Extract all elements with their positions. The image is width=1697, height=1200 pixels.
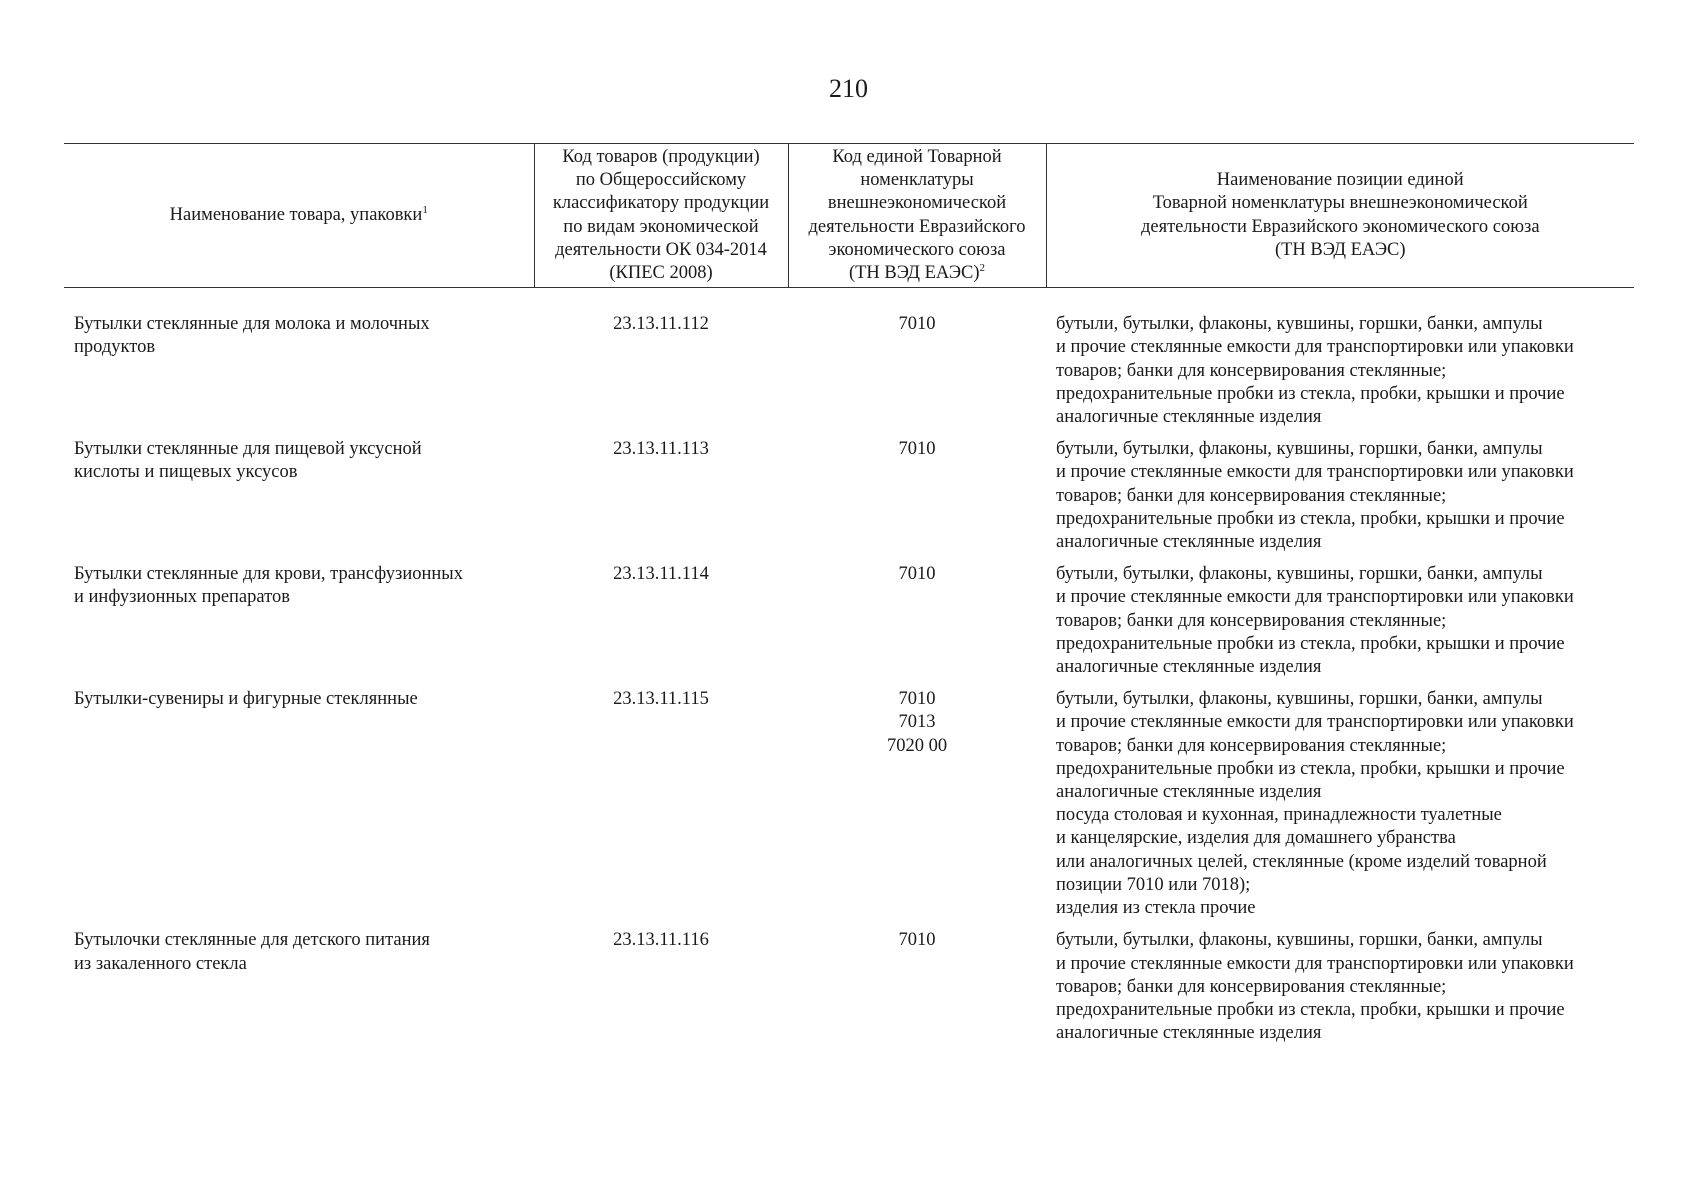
- tnved-code: 7010: [898, 314, 936, 335]
- header-tnved-name-line: Наименование позиции единой: [1216, 170, 1464, 191]
- goods-name-line: продуктов: [74, 337, 156, 358]
- description-line: позиции 7010 или 7018);: [1056, 874, 1251, 895]
- tnved-code-cell: [788, 288, 1046, 439]
- goods-name-line: Бутылки стеклянные для молока и молочных: [74, 314, 430, 335]
- description-line: товаров; банки для консервирования стеклянные;: [1056, 360, 1447, 381]
- description-line: бутыли, бутылки, флаконы, кувшины, горшки, банки, ампулы: [1056, 689, 1543, 710]
- table-row: [64, 929, 1634, 1054]
- goods-name-line: Бутылки стеклянные для крови, трансфузионных: [74, 564, 463, 585]
- header-tnved-code-abbr: (ТН ВЭД ЕАЭС): [848, 263, 980, 284]
- description-line: посуда столовая и кухонная, принадлежности туалетные: [1056, 805, 1502, 826]
- okpd-code-cell: 23.13.11.115: [613, 689, 709, 710]
- header-tnved-code-line: номенклатуры: [860, 170, 974, 191]
- description-line: и прочие стеклянные емкости для транспортировки или упаковки: [1056, 587, 1574, 608]
- header-tnved-name-line: Товарной номенклатуры внешнеэкономической: [1152, 193, 1528, 214]
- description-line: или аналогичных целей, стеклянные (кроме изделий товарной: [1056, 851, 1547, 872]
- goods-name-cell: [64, 563, 534, 688]
- okpd-code-cell: 23.13.11.112: [613, 314, 709, 335]
- table-row: [64, 288, 1634, 439]
- header-tnved-code-line: Код единой Товарной: [832, 147, 1002, 167]
- goods-table: [64, 143, 1634, 1054]
- goods-name-line: и инфузионных препаратов: [74, 587, 290, 608]
- goods-name-cell: [64, 288, 534, 439]
- tnved-code: 7010: [898, 564, 936, 585]
- description-line: бутыли, бутылки, флаконы, кувшины, горшки, банки, ампулы: [1056, 930, 1543, 951]
- tnved-code: 7010: [898, 439, 936, 460]
- table-row: [64, 688, 1634, 929]
- footnote-marker-1: 1: [422, 203, 428, 216]
- header-tnved-code-line: [793, 262, 1042, 285]
- footnote-marker-2: 2: [979, 261, 986, 274]
- goods-name-cell: [64, 929, 534, 1054]
- goods-name-line: кислоты и пищевых уксусов: [74, 462, 298, 483]
- description-line: аналогичные стеклянные изделия: [1056, 782, 1322, 803]
- description-line: товаров; банки для консервирования стеклянные;: [1056, 976, 1447, 997]
- goods-name-line: Бутылки стеклянные для пищевой уксусной: [74, 439, 422, 460]
- description-line: предохранительные пробки из стекла, пробки, крышки и прочие: [1056, 508, 1565, 529]
- tnved-code-cell: [788, 929, 1046, 1054]
- description-line: бутыли, бутылки, флаконы, кувшины, горшки, банки, ампулы: [1056, 314, 1543, 335]
- tnved-code: 7013: [898, 712, 936, 733]
- tnved-code-cell: [788, 688, 1046, 929]
- description-line: товаров; банки для консервирования стеклянные;: [1056, 485, 1447, 506]
- description-line: товаров; банки для консервирования стеклянные;: [1056, 735, 1447, 756]
- page-number: 210: [829, 74, 868, 103]
- header-tnved-code-line: внешнеэкономической: [827, 193, 1007, 214]
- description-line: предохранительные пробки из стекла, пробки, крышки и прочие: [1056, 758, 1565, 779]
- description-line: и канцелярские, изделия для домашнего убранства: [1056, 828, 1456, 849]
- header-tnved-name: [1046, 144, 1634, 288]
- goods-name-cell: [64, 438, 534, 563]
- header-tnved-name-line: деятельности Евразийского экономического союза: [1140, 216, 1540, 237]
- description-line: изделия из стекла прочие: [1056, 898, 1256, 919]
- header-okpd-line: Код товаров (продукции): [562, 147, 760, 167]
- tnved-name-cell: [1046, 929, 1634, 1054]
- tnved-code-cell: [788, 438, 1046, 563]
- description-line: и прочие стеклянные емкости для транспортировки или упаковки: [1056, 337, 1574, 358]
- header-okpd-line: классификатору продукции: [552, 193, 770, 214]
- description-line: предохранительные пробки из стекла, пробки, крышки и прочие: [1056, 383, 1565, 404]
- goods-name-line: Бутылочки стеклянные для детского питания: [74, 930, 430, 951]
- tnved-code: 7010: [898, 930, 936, 951]
- description-line: и прочие стеклянные емкости для транспортировки или упаковки: [1056, 712, 1574, 733]
- goods-name-line: из закаленного стекла: [74, 953, 247, 974]
- description-line: аналогичные стеклянные изделия: [1056, 407, 1322, 428]
- header-tnved-code: [788, 144, 1046, 288]
- okpd-code-cell: 23.13.11.114: [613, 564, 709, 585]
- header-okpd-line: деятельности ОК 034-2014: [555, 239, 767, 260]
- table-body: [64, 288, 1634, 1055]
- header-okpd-line: по Общероссийскому: [575, 170, 747, 191]
- header-tnved-code-line: экономического союза: [828, 239, 1006, 260]
- description-line: аналогичные стеклянные изделия: [1056, 532, 1322, 553]
- description-line: бутыли, бутылки, флаконы, кувшины, горшки, банки, ампулы: [1056, 439, 1543, 460]
- description-line: предохранительные пробки из стекла, пробки, крышки и прочие: [1056, 999, 1565, 1020]
- description-line: предохранительные пробки из стекла, пробки, крышки и прочие: [1056, 633, 1565, 654]
- description-line: бутыли, бутылки, флаконы, кувшины, горшки, банки, ампулы: [1056, 564, 1543, 585]
- description-line: и прочие стеклянные емкости для транспортировки или упаковки: [1056, 462, 1574, 483]
- description-line: и прочие стеклянные емкости для транспортировки или упаковки: [1056, 953, 1574, 974]
- description-line: аналогичные стеклянные изделия: [1056, 657, 1322, 678]
- goods-name-cell: [64, 688, 534, 929]
- tnved-code: 7010: [898, 689, 936, 710]
- tnved-name-cell: [1046, 563, 1634, 688]
- table-row: [64, 438, 1634, 563]
- tnved-name-cell: [1046, 438, 1634, 563]
- okpd-code-cell: 23.13.11.116: [613, 930, 709, 951]
- tnved-name-cell: [1046, 688, 1634, 929]
- header-okpd-code: [534, 144, 788, 288]
- header-okpd-line: (КПЕС 2008): [609, 263, 713, 284]
- description-line: товаров; банки для консервирования стеклянные;: [1056, 610, 1447, 631]
- table-header: [64, 144, 1634, 288]
- header-okpd-line: по видам экономической: [563, 216, 759, 237]
- header-goods-name: [64, 144, 534, 288]
- header-goods-name-text: Наименование товара, упаковки: [169, 205, 423, 225]
- table-row: [64, 563, 1634, 688]
- tnved-code: 7020 00: [886, 735, 948, 756]
- header-tnved-name-line: (ТН ВЭД ЕАЭС): [1274, 239, 1406, 260]
- tnved-name-cell: [1046, 288, 1634, 439]
- goods-name-line: Бутылки-сувениры и фигурные стеклянные: [74, 689, 418, 710]
- description-line: аналогичные стеклянные изделия: [1056, 1023, 1322, 1044]
- header-tnved-code-line: деятельности Евразийского: [808, 216, 1026, 237]
- okpd-code-cell: 23.13.11.113: [613, 439, 709, 460]
- tnved-code-cell: [788, 563, 1046, 688]
